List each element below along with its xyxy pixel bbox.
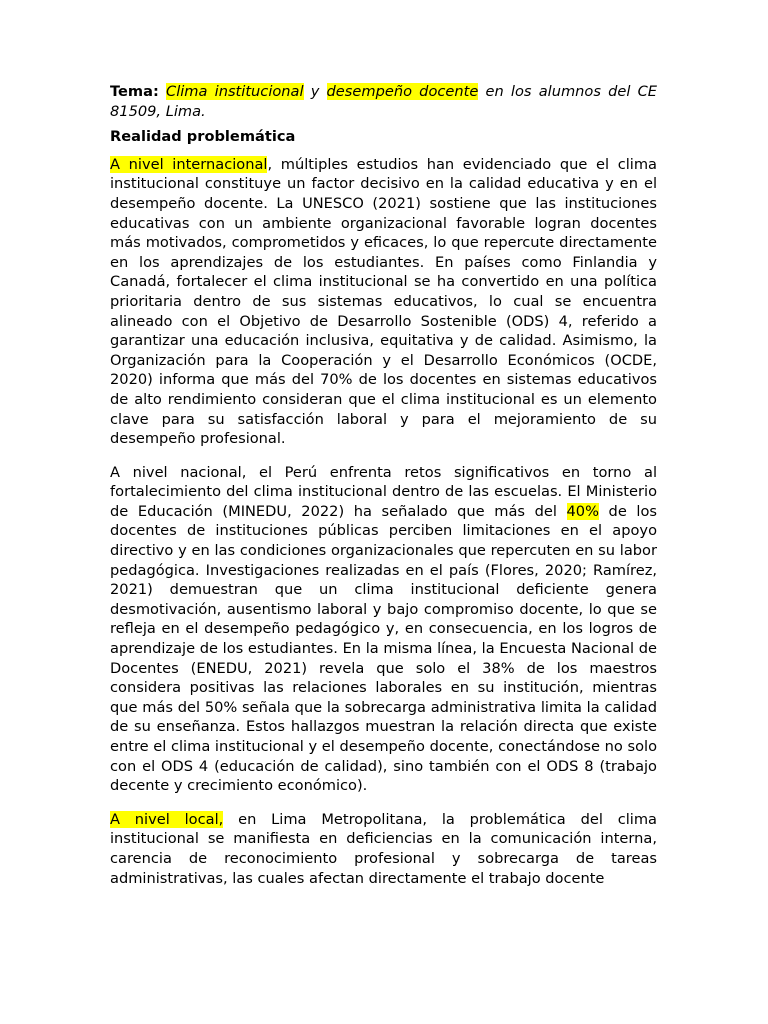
paragraph-3-text: en Lima Metropolitana, la problemática del clima institucional se manifiesta en deficiencias en la comunicación interna, carencia de reconocimiento profesional y sobrecarga de tareas administrativas, las cuales afectan directamente el trabajo docente: [110, 810, 657, 887]
paragraph-2-text-after: de los docentes de instituciones públicas perciben limitaciones en el apoyo directivo y en las condiciones organizacionales que repercuten en su labor pedagógica. Investigaciones realizadas en el país (Flores, 2020; Ramírez, 2021) demuestran que un clima institucional deficiente genera desmotivación, ausentismo laboral y bajo compromiso docente, lo que se refleja en el desempeño pedagógico y, en consecuencia, en los logros de aprendizaje de los estudiantes. En la misma línea, la Encuesta Nacional de Docentes (ENEDU, 2021) revela que solo el 38% de los maestros considera positivas las relaciones laborales en su institución, mientras que más del 50% señala que la sobrecarga administrativa limita la calidad de su enseñanza. Estos hallazgos muestran la relación directa que existe entre el clima institucional y el desempeño docente, conectándose no solo con el ODS 4 (educación de calidad), sino también con el ODS 8 (trabajo decente y crecimiento económico).: [110, 502, 658, 795]
title-rest: en los alumnos del CE 81509, Lima.: [110, 83, 658, 120]
topic-clima-institucional: Clima institucional: [166, 83, 304, 100]
paragraph-international: [110, 155, 657, 449]
paragraph-2-text-before: A nivel nacional, el Perú enfrenta retos significativos en torno al fortalecimiento del clima institucional dentro de las escuelas. El Ministerio de Educación (MINEDU, 2022) ha señalado que más del: [110, 463, 657, 520]
paragraph-1-text: , múltiples estudios han evidenciado que el clima institucional constituye un factor decisivo en la calidad educativa y en el desempeño docente. La UNESCO (2021) sostiene que las instituciones educativas con un ambiente organizacional favorable logran docentes más motivados, comprometidos y eficaces, lo que repercute directamente en los aprendizajes de los estudiantes. En países como Finlandia y Canadá, fortalecer el clima institucional se ha convertido en una política prioritaria dentro de sus sistemas educativos, lo cual se encuentra alineado con el Objetivo de Desarrollo Sostenible (ODS) 4, referido a garantizar una educación inclusiva, equitativa y de calidad. Asimismo, la Organización para la Cooperación y el Desarrollo Económicos (OCDE, 2020) informa que más del 70% de los docentes en sistemas educativos de alto rendimiento consideran que el clima institucional es un elemento clave para su satisfacción laboral y para el mejoramiento de su desempeño profesional.: [110, 155, 657, 448]
document-title: [110, 82, 657, 121]
highlight-local: A nivel local,: [110, 810, 224, 828]
section-heading: Realidad problemática: [110, 128, 296, 146]
topic-desempeno-docente: desempeño docente: [326, 83, 479, 100]
tema-label: Tema:: [110, 83, 159, 100]
paragraph-national: [110, 463, 657, 796]
paragraph-local: [110, 810, 657, 888]
highlight-internacional: A nivel internacional: [110, 155, 268, 173]
topic-connector: y: [303, 83, 327, 100]
highlight-40-percent: 40%: [566, 502, 599, 520]
document-page: [110, 82, 657, 902]
